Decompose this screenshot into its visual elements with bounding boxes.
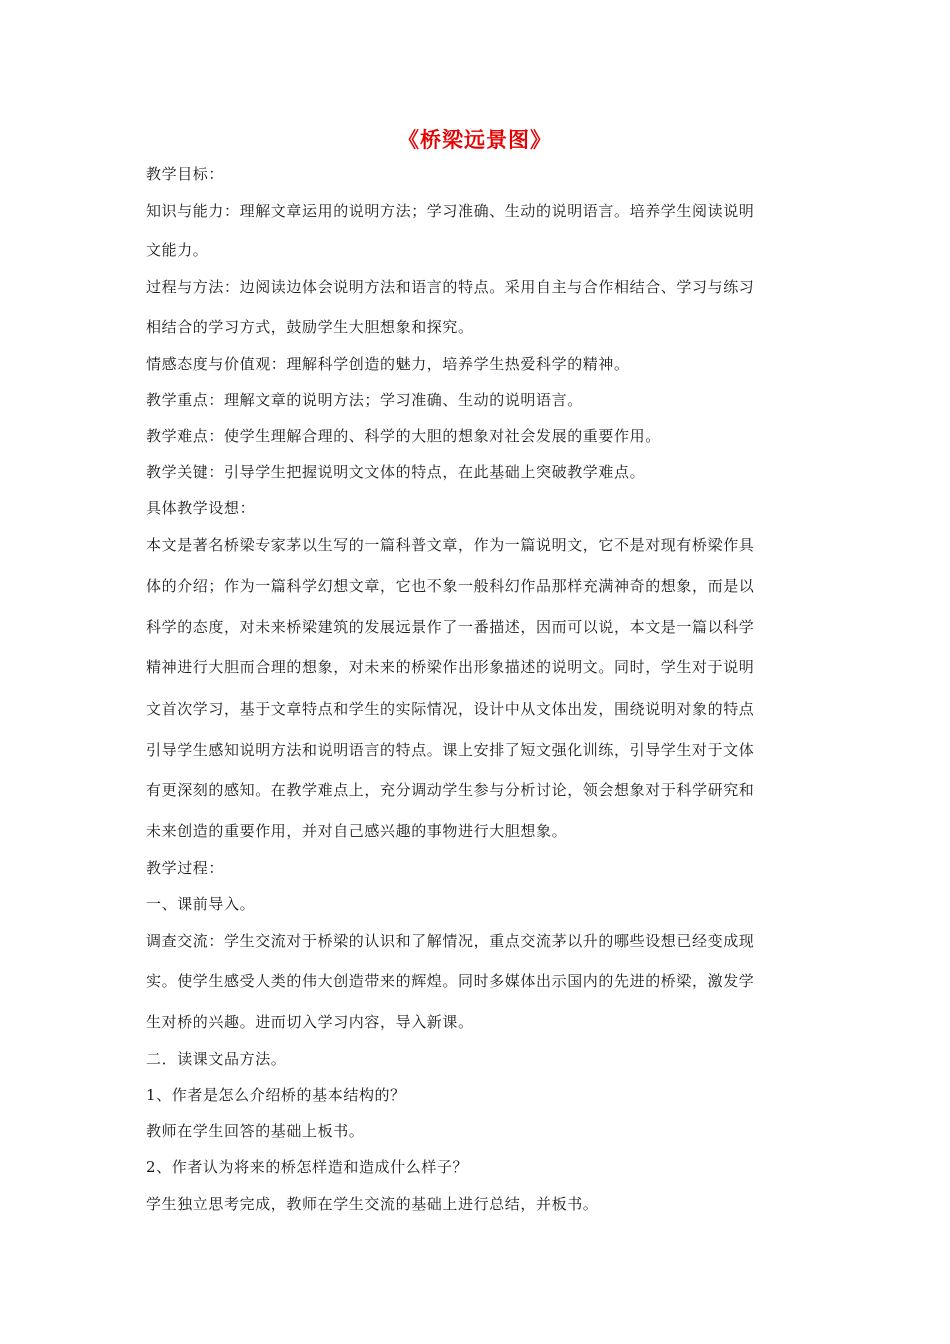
- text-line: 教学过程：: [146, 859, 225, 877]
- text-line: 过程与方法：边阅读边体会说明方法和语言的特点。采用自主与合作相结合、学习与练习: [146, 278, 755, 296]
- text-line: 实。使学生感受人类的伟大创造带来的辉煌。同时多媒体出示国内的先进的桥梁，激发学: [146, 972, 755, 990]
- text-line: 教师在学生回答的基础上板书。: [146, 1122, 365, 1140]
- text-line: 调查交流：学生交流对于桥梁的认识和了解情况，重点交流茅以升的哪些设想已经变成现: [146, 932, 755, 950]
- text-line: 教学关键：引导学生把握说明文文体的特点，在此基础上突破教学难点。: [146, 463, 646, 481]
- text-line: 科学的态度，对未来桥梁建筑的发展远景作了一番描述，因而可以说，本文是一篇以科学: [146, 618, 755, 636]
- text-line: 二．读课文品方法。: [146, 1050, 287, 1068]
- text-line: 知识与能力：理解文章运用的说明方法；学习准确、生动的说明语言。培养学生阅读说明: [146, 202, 755, 220]
- text-line: 2、作者认为将来的桥怎样造和造成什么样子？: [146, 1158, 469, 1176]
- text-line: 教学难点：使学生理解合理的、科学的大胆的想象对社会发展的重要作用。: [146, 427, 661, 445]
- text-line: 体的介绍；作为一篇科学幻想文章，它也不象一般科幻作品那样充满神奇的想象，而是以: [146, 577, 755, 595]
- text-line: 精神进行大胆而合理的想象，对未来的桥梁作出形象描述的说明文。同时，学生对于说明: [146, 658, 755, 676]
- text-line: 一、课前导入。: [146, 895, 256, 913]
- text-line: 具体教学设想：: [146, 499, 256, 517]
- text-line: 文能力。: [146, 241, 209, 259]
- text-line: 教学重点：理解文章的说明方法；学习准确、生动的说明语言。: [146, 391, 583, 409]
- text-line: 有更深刻的感知。在教学难点上，充分调动学生参与分析讨论，领会想象对于科学研究和: [146, 781, 755, 799]
- text-line: 相结合的学习方式，鼓励学生大胆想象和探究。: [146, 318, 474, 336]
- text-line: 1、作者是怎么介绍桥的基本结构的？: [146, 1086, 406, 1104]
- text-line: 本文是著名桥梁专家茅以生写的一篇科普文章，作为一篇说明文，它不是对现有桥梁作具: [146, 536, 755, 554]
- text-line: 引导学生感知说明方法和说明语言的特点。课上安排了短文强化训练，引导学生对于文体: [146, 741, 755, 759]
- document-title: 《桥梁远景图》: [398, 128, 552, 152]
- text-line: 教学目标：: [146, 165, 225, 183]
- text-line: 情感态度与价值观：理解科学创造的魅力，培养学生热爱科学的精神。: [146, 355, 630, 373]
- text-line: 文首次学习，基于文章特点和学生的实际情况，设计中从文体出发，围绕说明对象的特点: [146, 700, 755, 718]
- text-line: 未来创造的重要作用，并对自己感兴趣的事物进行大胆想象。: [146, 822, 568, 840]
- text-line: 生对桥的兴趣。进而切入学习内容，导入新课。: [146, 1013, 474, 1031]
- text-line: 学生独立思考完成，教师在学生交流的基础上进行总结，并板书。: [146, 1195, 599, 1213]
